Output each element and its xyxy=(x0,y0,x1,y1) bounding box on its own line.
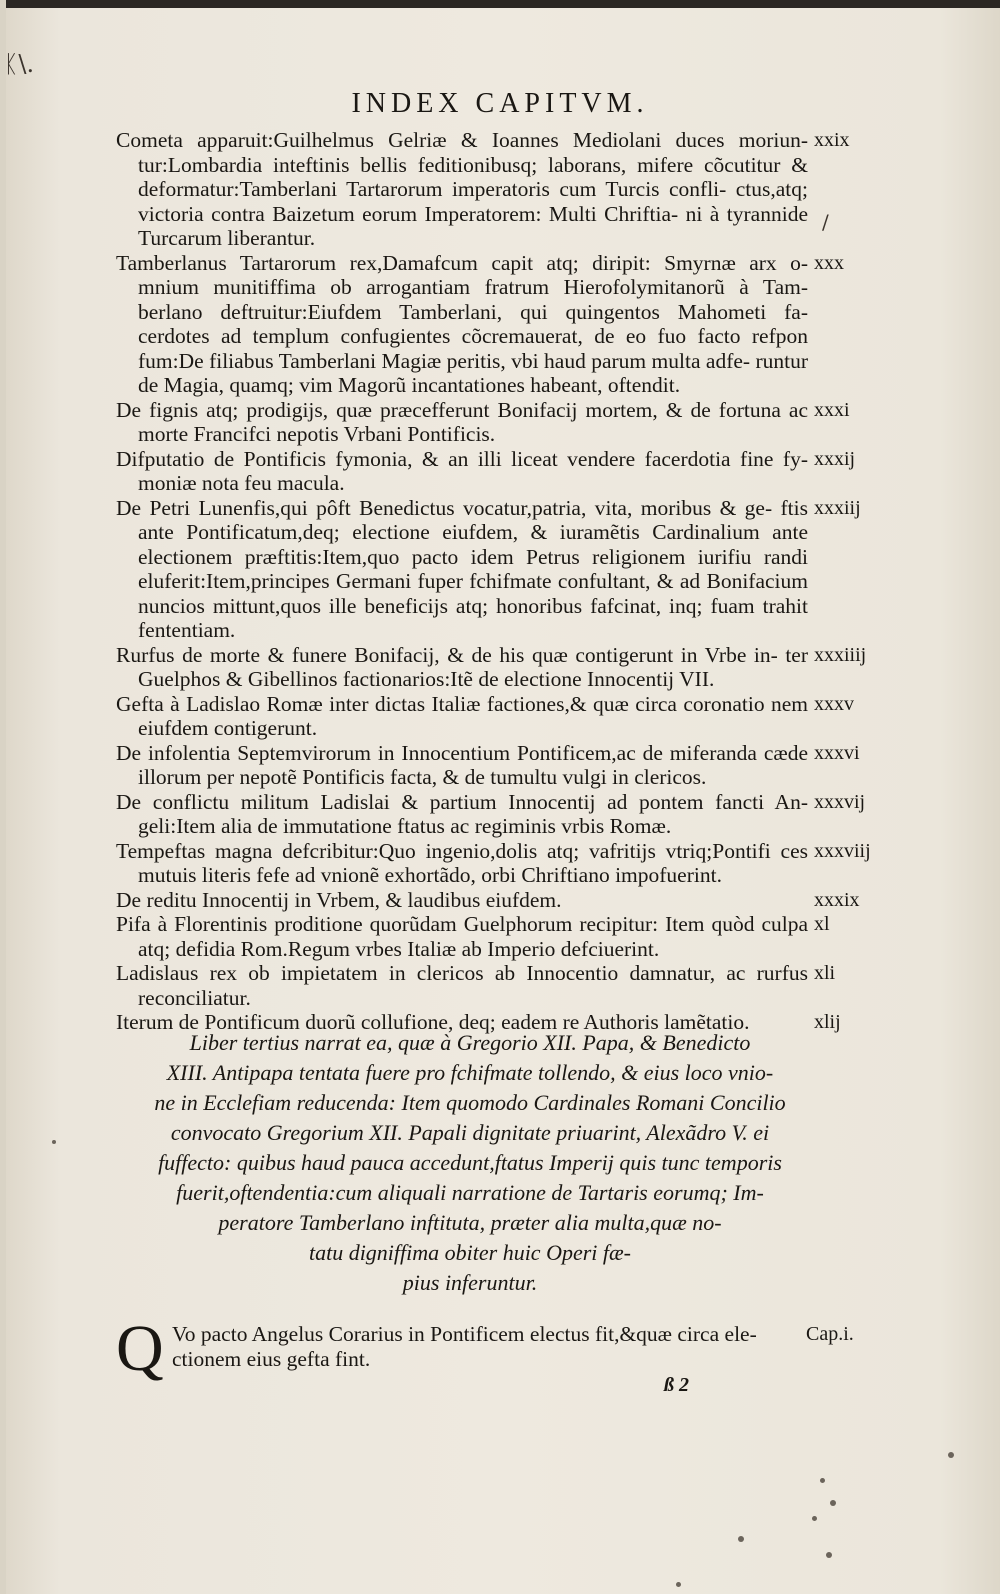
summary-line: pius inferuntur. xyxy=(402,1270,538,1295)
index-entry-text: De infolentia Septemvirorum in Innocentium Pontificem,ac de miferanda cæde illorum per nepotẽ Pontificis facta, & de tumultu vulgi in clericos. xyxy=(116,740,808,789)
chapter-one-title: Vo pacto Angelus Corarius in Pontificem electus fit,&quæ circa ele- ctionem eius gefta fint. xyxy=(172,1322,757,1371)
index-entry-number: xli xyxy=(814,962,836,984)
index-entry xyxy=(116,741,884,790)
index-entry-number: xxxvij xyxy=(814,790,866,813)
summary-line: tatu digniffima obiter huic Operi fæ- xyxy=(308,1240,632,1265)
chapter-index-list xyxy=(116,128,884,1035)
index-entry-number: xxix xyxy=(814,129,850,151)
ink-speck xyxy=(812,1516,817,1521)
index-entry xyxy=(116,790,884,839)
ink-speck xyxy=(830,1500,836,1506)
summary-line: Liber tertius narrat ea, quæ à Gregorio XII. Papa, & Benedicto xyxy=(189,1030,751,1055)
drop-cap-initial: Q xyxy=(116,1312,164,1385)
ink-speck xyxy=(948,1452,954,1458)
book-summary xyxy=(150,1028,790,1298)
index-entry-number: xxxvi xyxy=(814,741,860,764)
index-entry-text: Ladislaus rex ob impietatem in clericos ab Innocentio damnatur, ac rurfus reconciliatur. xyxy=(116,961,808,1010)
index-entry-number: xl xyxy=(814,913,830,935)
index-entry-number: xxxviij xyxy=(814,839,871,862)
index-entry-text: Tamberlanus Tartarorum rex,Damafcum capit atq; diripit: Smyrnæ arx o- mnium munitiffima ob arrogantiam fratrum Hierofolymitanorũ à Tam- berlano deftruitur:Eiufdem Tamberlani, qui quingentos Mahometi fa- cerdotes ad templum confugientes cõcremauerat, de eo fuo facto refpon fum:De filiabus Tamberlani Magiæ peritis, vbi haud parum multa adfe- runtur de Magia, quamq; vim Magorũ incantationes habeant, oftendit. xyxy=(116,250,808,397)
margin-mark: ᛕ\. xyxy=(4,50,35,78)
index-entry-text: Cometa apparuit:Guilhelmus Gelriæ & Ioannes Mediolani duces moriun- tur:Lombardia inteftinis bellis feditionibusq; laborans, mifere cõcutitur & deformatur:Tamberlani Tartarorum imperatoris cum Turcis confli- ctus,atq; victoria contra Baizetum eorum Imperatorem: Multi Chriftia- ni à tyrannide Turcarum liberantur. xyxy=(116,128,808,250)
index-entry-text: Rurfus de morte & funere Bonifacij, & de his quæ contigerunt in Vrbe in- ter Guelphos & Gibellinos factionarios:Itẽ de electione Innocentij VII. xyxy=(116,642,808,691)
index-entry-text: Pifa à Florentinis proditione quorũdam Guelphorum recipitur: Item quòd culpa atq; defidia Rom.Regum vrbes Italiæ ab Imperio defciuerint. xyxy=(116,912,808,961)
index-entry xyxy=(116,961,884,1010)
ink-speck xyxy=(738,1536,744,1542)
index-entry xyxy=(116,496,884,643)
summary-line: fuerit,oftendentia:cum aliquali narratione de Tartaris eorumq; Im- xyxy=(176,1180,764,1205)
page-heading: INDEX CAPITVM. xyxy=(351,88,649,119)
index-entry xyxy=(116,251,884,398)
index-entry-text: Tempeftas magna defcribitur:Quo ingenio,dolis atq; vafritijs vtriq;Pontifi ces mutuis literis fefe ad vnionẽ exhortãdo, orbi Chriftiano impofuerint. xyxy=(116,838,808,887)
index-entry-text: De Petri Lunenfis,qui pôft Benedictus vocatur,patria, vita, moribus & ge- ftis ante Pontificatum,deq; electione eiufdem, & iuramẽtis Cardinalium ante electionem præftitis:Item,quo pacto idem Petrus religionem iurifiu randi eluferit:Item,principes Germani fuper fchifmate confultant, & ad Bonifacium nuncios mittunt,quos ille beneficijs atq; honoribus fafcinat, inq; fuam trahit fententiam. xyxy=(116,495,808,642)
summary-line: peratore Tamberlano inftituta, præter alia multa,quæ no- xyxy=(218,1210,722,1235)
index-entry-number: xlij xyxy=(814,1011,841,1033)
summary-line: convocato Gregorium XII. Papali dignitate priuarint, Alexãdro V. ei xyxy=(170,1120,770,1145)
summary-line: fuffecto: quibus haud pauca accedunt,ftatus Imperij quis tunc temporis xyxy=(158,1150,782,1175)
ink-speck xyxy=(676,1582,681,1587)
ink-speck xyxy=(52,1140,56,1144)
chapter-one-number: Cap.i. xyxy=(806,1323,854,1345)
index-entry-text: De fignis atq; prodigijs, quæ præcefferunt Bonifacij mortem, & de fortuna ac morte Francifci nepotis Vrbani Pontificis. xyxy=(116,397,808,446)
index-entry-text: Difputatio de Pontificis fymonia, & an illi liceat vendere facerdotia fine fy- moniæ nota feu macula. xyxy=(116,446,808,495)
index-entry xyxy=(116,447,884,496)
index-entry-text: De reditu Innocentij in Vrbem, & laudibus eiufdem. xyxy=(116,887,562,912)
index-entry xyxy=(116,912,884,961)
index-entry-number: xxxij xyxy=(814,447,856,470)
index-entry-number: xxxix xyxy=(814,888,860,911)
page-left-edge xyxy=(0,0,6,1594)
page-top-edge xyxy=(0,0,1000,8)
index-entry-number: xxxv xyxy=(814,692,854,715)
index-entry-number: xxxiiij xyxy=(814,643,867,666)
index-entry xyxy=(116,128,884,251)
index-entry xyxy=(116,692,884,741)
index-entry-number: xxxi xyxy=(814,398,850,421)
summary-line: XIII. Antipapa tentata fuere pro fchifmate tollendo, & eius loco vnio- xyxy=(166,1060,774,1085)
index-entry xyxy=(116,643,884,692)
index-entry-number: xxx xyxy=(814,251,844,274)
index-entry xyxy=(116,888,884,913)
index-entry-text: Gefta à Ladislao Romæ inter dictas Italiæ factiones,& quæ circa coronatio nem eiufdem contigerunt. xyxy=(116,691,808,740)
signature-mark: ß 2 xyxy=(664,1374,689,1396)
ink-speck xyxy=(826,1552,832,1558)
index-entry xyxy=(116,398,884,447)
index-entry-number: xxxiij xyxy=(814,496,861,519)
index-entry-text: De conflictu militum Ladislai & partium Innocentij ad pontem fancti An- geli:Item alia de immutatione ftatus ac regiminis vrbis Romæ. xyxy=(116,789,808,838)
summary-line: ne in Ecclefiam reducenda: Item quomodo Cardinales Romani Concilio xyxy=(154,1090,786,1115)
index-entry xyxy=(116,839,884,888)
stray-ink-mark: / xyxy=(822,210,829,234)
ink-speck xyxy=(820,1478,825,1483)
index-entry-text: Iterum de Pontificum duorũ collufione, deq; eadem re Authoris lamẽtatio. xyxy=(116,1010,750,1034)
